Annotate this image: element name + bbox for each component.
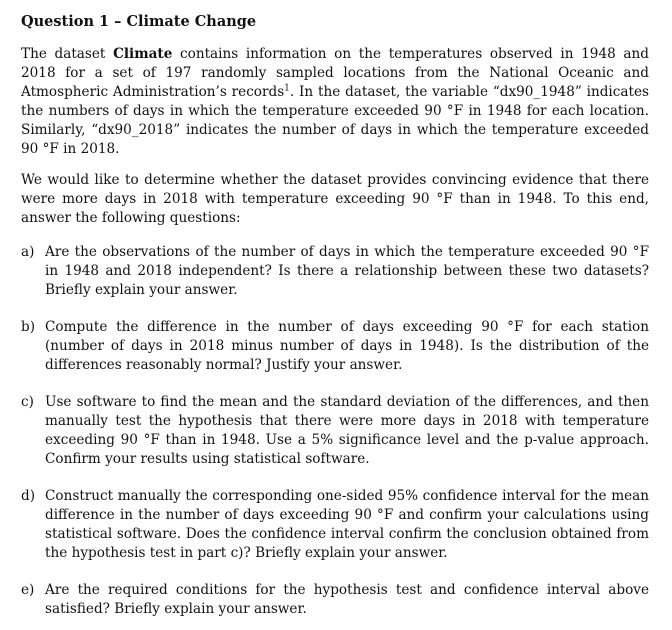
goal-paragraph: We would like to determine whether the dataset provides convincing evidence that there were more days in 2018 with temperature exceeding 90 °F than in 1948. To this end, answer the following questions: — [21, 172, 649, 226]
question-text: Construct manually the corresponding one-sided 95% confidence interval for the mean difference in the number of days exceeding 90 °F and confirm your calculations using statistical software. Does the confidence interval confirm the conclusion obtained from the hypothesis test in part c)? Briefly explain your answer. — [45, 488, 649, 561]
question-letter: d) — [21, 488, 36, 504]
intro-paragraph — [21, 45, 649, 159]
question-letter: a) — [21, 244, 35, 260]
question-item-d — [21, 487, 649, 563]
question-text: Are the required conditions for the hypothesis test and confidence interval above satisfied? Briefly explain your answer. — [45, 582, 649, 617]
question-text: Compute the difference in the number of days exceeding 90 °F for each station (number of days in 2018 minus number of days in 1948). Is the distribution of the differences reasonably normal? Justify your answer. — [45, 319, 649, 373]
question-item-a — [21, 243, 649, 300]
document-page — [21, 12, 649, 619]
question-title: Question 1 – Climate Change — [21, 13, 257, 30]
question-letter: b) — [21, 319, 36, 335]
question-text: Are the observations of the number of days in which the temperature exceeded 90 °F in 1948 and 2018 independent? Is there a relationship between these two datasets? Briefly explain your answer. — [45, 244, 649, 298]
dataset-name: Climate — [113, 46, 173, 62]
footnote-mark: 1 — [284, 83, 290, 94]
intro-text-1: The dataset — [21, 46, 114, 62]
question-text: Use software to find the mean and the standard deviation of the differences, and then manually test the hypothesis that there were more days in 2018 with temperature exceeding 90 °F than in 1948. Use a 5% significance level and the p-value approach. Confirm your results using statistical software. — [45, 394, 649, 467]
intro-text-3: . In the dataset, the variable “dx90_1948” indicates the numbers of days in which the temperature exceeded 90 °F in 1948 for each location. Similarly, “dx90_2018” indicates the number of days in which the temperature exceeded 90 °F in 2018. — [21, 84, 649, 157]
question-letter: e) — [21, 582, 35, 598]
question-item-e — [21, 581, 649, 619]
question-letter: c) — [21, 394, 34, 410]
question-list — [21, 243, 649, 619]
question-item-b — [21, 318, 649, 375]
intro-text-2: contains information on the temperatures observed in 1948 and 2018 for a set of 197 randomly sampled locations from the National Oceanic and Atmospheric Administration’s records — [21, 46, 649, 100]
question-item-c — [21, 393, 649, 469]
